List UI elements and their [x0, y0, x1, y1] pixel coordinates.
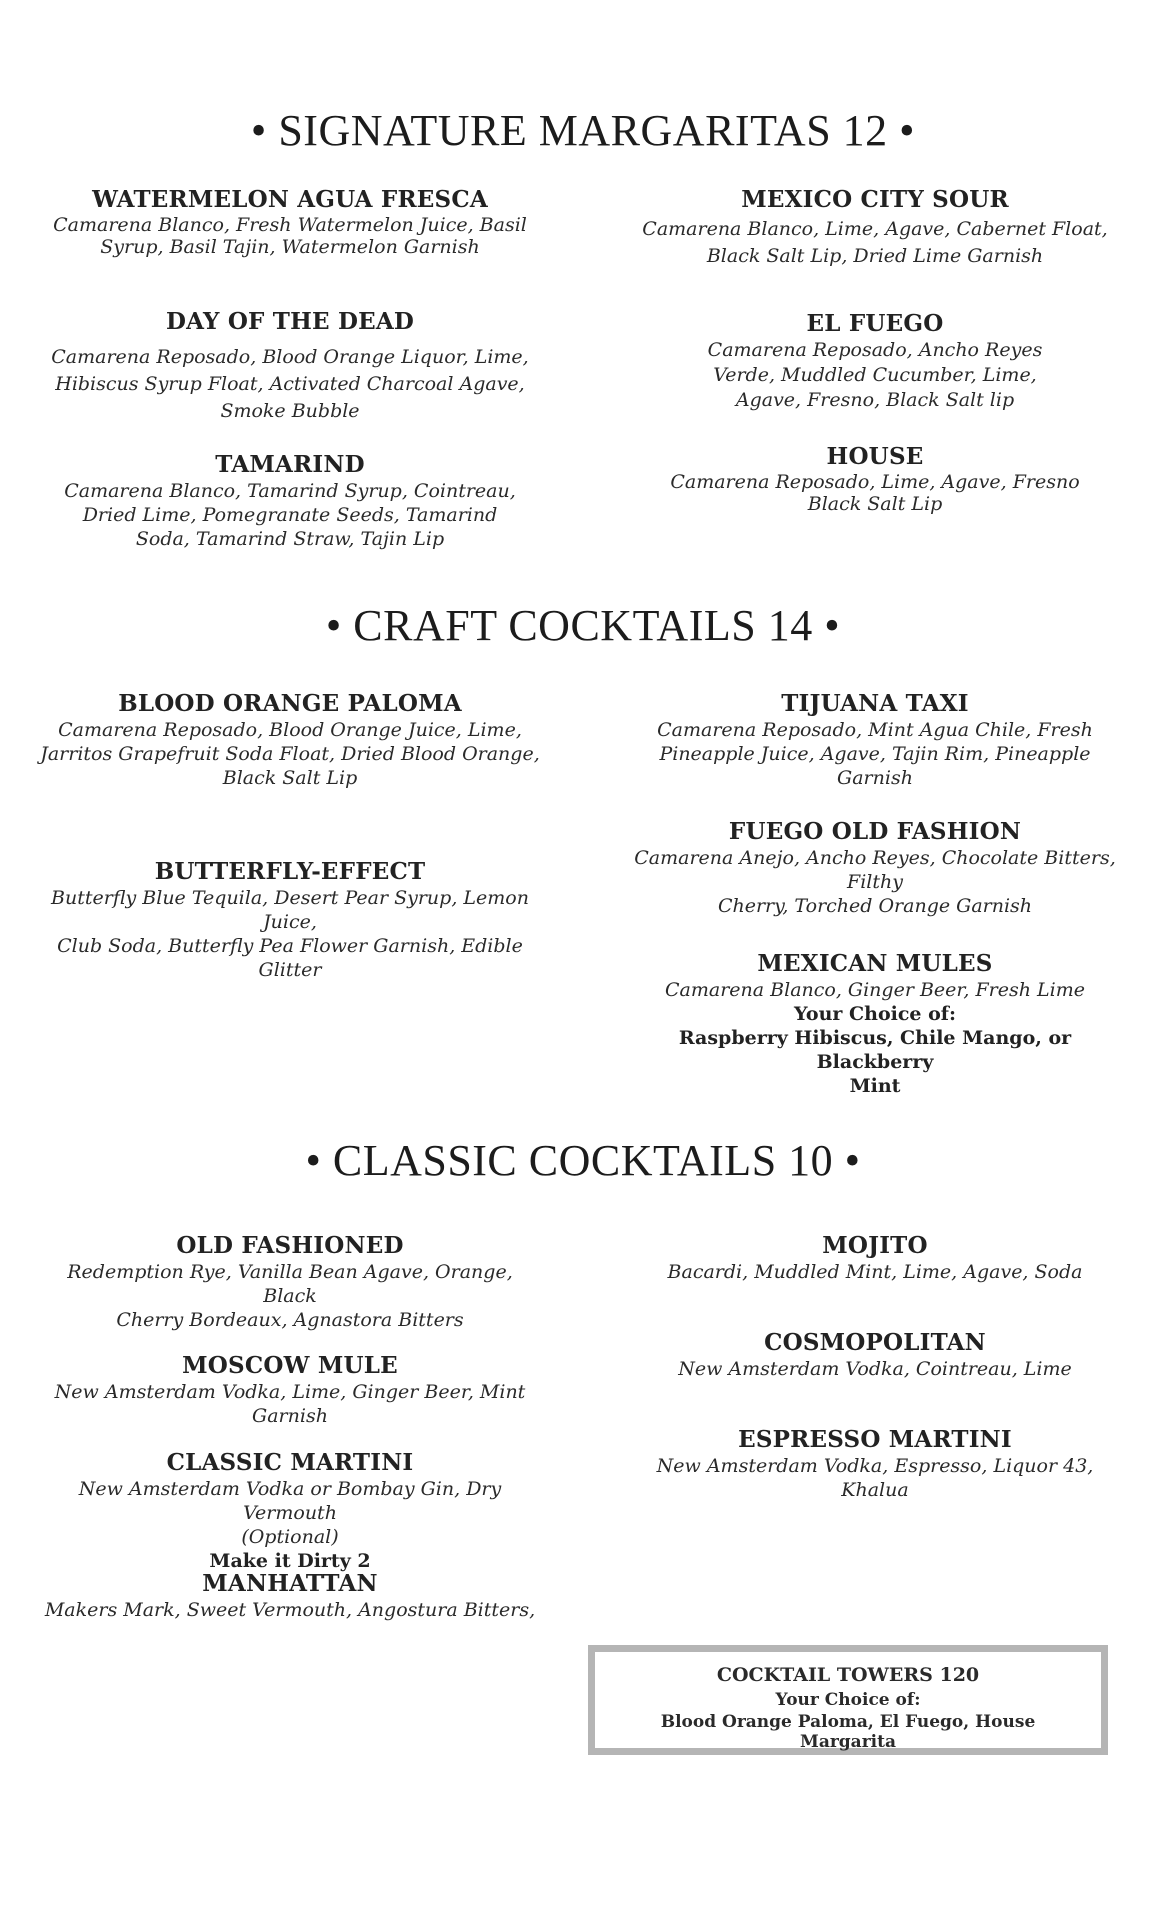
mule-choice-note: [625, 1002, 1125, 1098]
item-name: TIJUANA TAXI: [781, 690, 969, 717]
item-description: [625, 338, 1125, 413]
item-description: [625, 718, 1125, 790]
desc-line: Black Salt Lip: [222, 767, 358, 789]
item-description: [40, 1477, 540, 1549]
item-name: BLOOD ORANGE PALOMA: [118, 690, 462, 717]
cocktail-towers-title: COCKTAIL TOWERS 120: [716, 1664, 980, 1686]
menu-item-house: [625, 443, 1125, 515]
desc-line: Verde, Muddled Cucumber, Lime,: [713, 364, 1037, 386]
desc-line: New Amsterdam Vodka, Espresso, Liquor 43, Khalua: [656, 1455, 1094, 1501]
desc-line: Hibiscus Syrup Float, Activated Charcoal Agave,: [55, 373, 525, 395]
desc-line: Butterfly Blue Tequila, Desert Pear Syrup, Lemon Juice,: [51, 887, 529, 933]
menu-item-el-fuego: [625, 310, 1125, 413]
desc-line: Garnish: [252, 1405, 328, 1427]
cocktail-towers-line: Your Choice of:: [775, 1690, 921, 1710]
item-name: FUEGO OLD FASHION: [728, 818, 1022, 845]
desc-line: Black Salt Lip: [807, 493, 943, 515]
desc-line: Dried Lime, Pomegranate Seeds, Tamarind: [82, 504, 498, 526]
item-description: [40, 344, 540, 425]
menu-item-day-of-the-dead: [40, 308, 540, 425]
section-title-craft-cocktails: • CRAFT COCKTAILS 14 •: [325, 601, 841, 650]
item-description: [625, 846, 1125, 918]
menu-item-mexican-mules: [625, 950, 1125, 1098]
desc-line: Camarena Reposado, Ancho Reyes: [707, 339, 1043, 361]
desc-line: Camarena Blanco, Fresh Watermelon Juice, Basil: [53, 214, 527, 236]
desc-line: Club Soda, Butterfly Pea Flower Garnish, Edible Glitter: [57, 935, 523, 981]
desc-line: Jarritos Grapefruit Soda Float, Dried Blood Orange,: [40, 743, 540, 765]
desc-line: Camarena Reposado, Blood Orange Liquor, Lime,: [51, 346, 529, 368]
menu-item-watermelon-agua-fresca: [40, 186, 540, 258]
item-description: [625, 471, 1125, 515]
menu-item-classic-martini: [40, 1449, 540, 1573]
item-name: OLD FASHIONED: [176, 1232, 404, 1259]
item-name: MOJITO: [822, 1232, 928, 1259]
extra-line: Mint: [849, 1075, 901, 1097]
item-name: ESPRESSO MARTINI: [738, 1426, 1012, 1453]
desc-line: Black Salt Lip, Dried Lime Garnish: [706, 245, 1044, 267]
desc-line: Makers Mark, Sweet Vermouth, Angostura Bitters,: [44, 1599, 536, 1621]
menu-item-mojito: [625, 1232, 1125, 1284]
desc-line: Pineapple Juice, Agave, Tajin Rim, Pineapple: [659, 743, 1091, 765]
menu-item-tamarind: [40, 451, 540, 551]
desc-line: Cherry, Torched Orange Garnish: [717, 895, 1033, 917]
item-description: [40, 886, 540, 982]
desc-line: (Optional): [241, 1526, 339, 1548]
item-description: [625, 1260, 1125, 1284]
menu-item-manhattan: [40, 1570, 540, 1622]
menu-item-fuego-old-fashion: [625, 818, 1125, 918]
item-name: TAMARIND: [215, 451, 365, 478]
desc-line: New Amsterdam Vodka, Lime, Ginger Beer, Mint: [54, 1381, 526, 1403]
item-description: [40, 479, 540, 551]
item-name: CLASSIC MARTINI: [166, 1449, 414, 1476]
menu-item-moscow-mule: [40, 1352, 540, 1428]
section-title-signature-margaritas: • SIGNATURE MARGARITAS 12 •: [250, 106, 916, 155]
item-description: [40, 1598, 540, 1622]
desc-line: Camarena Blanco, Tamarind Syrup, Cointreau,: [64, 480, 516, 502]
item-description: [40, 1260, 540, 1332]
desc-line: Garnish: [837, 767, 913, 789]
desc-line: Camarena Reposado, Blood Orange Juice, Lime,: [58, 719, 522, 741]
menu-item-mexico-city-sour: [625, 186, 1125, 270]
desc-line: Agave, Fresno, Black Salt lip: [735, 389, 1015, 411]
extra-line: Raspberry Hibiscus, Chile Mango, or Blackberry: [678, 1027, 1072, 1073]
section-title-classic-cocktails: • CLASSIC COCKTAILS 10 •: [305, 1136, 861, 1185]
desc-line: Soda, Tamarind Straw, Tajin Lip: [135, 528, 445, 550]
desc-line: New Amsterdam Vodka or Bombay Gin, Dry Vermouth: [78, 1478, 502, 1524]
menu-item-tijuana-taxi: [625, 690, 1125, 790]
item-description: [625, 1357, 1125, 1381]
menu-item-espresso-martini: [625, 1426, 1125, 1502]
desc-line: Camarena Reposado, Lime, Agave, Fresno: [670, 471, 1080, 493]
item-name: MOSCOW MULE: [182, 1352, 398, 1379]
item-description: [40, 214, 540, 258]
desc-line: Redemption Rye, Vanilla Bean Agave, Orange, Black: [67, 1261, 513, 1307]
item-name: EL FUEGO: [806, 310, 944, 337]
desc-line: Smoke Bubble: [220, 400, 360, 422]
item-description: [625, 216, 1125, 270]
menu-item-blood-orange-paloma: [40, 690, 540, 790]
desc-line: Cherry Bordeaux, Agnastora Bitters: [116, 1309, 464, 1331]
extra-line: Make it Dirty 2: [209, 1550, 371, 1572]
extra-line: Your Choice of:: [794, 1003, 956, 1025]
cocktail-towers-line: Margarita: [800, 1732, 896, 1752]
item-description: [625, 1454, 1125, 1502]
desc-line: Camarena Reposado, Mint Agua Chile, Fresh: [657, 719, 1093, 741]
item-name: COSMOPOLITAN: [764, 1329, 986, 1356]
menu-item-old-fashioned: [40, 1232, 540, 1332]
desc-line: Camarena Blanco, Ginger Beer, Fresh Lime: [665, 979, 1085, 1001]
item-name: MANHATTAN: [202, 1570, 378, 1597]
item-description: [625, 978, 1125, 1002]
item-name: BUTTERFLY-EFFECT: [154, 858, 426, 885]
menu-item-cosmopolitan: [625, 1329, 1125, 1381]
desc-line: Camarena Anejo, Ancho Reyes, Chocolate Bitters, Filthy: [634, 847, 1116, 893]
cocktail-towers-box: [588, 1645, 1108, 1755]
menu-item-butterfly-effect: [40, 858, 540, 982]
item-name: MEXICO CITY SOUR: [741, 186, 1009, 213]
desc-line: New Amsterdam Vodka, Cointreau, Lime: [678, 1358, 1072, 1380]
desc-line: Camarena Blanco, Lime, Agave, Cabernet Float,: [642, 218, 1108, 240]
item-name: HOUSE: [826, 443, 924, 470]
item-name: DAY OF THE DEAD: [165, 308, 415, 335]
item-description: [40, 718, 540, 790]
cocktail-towers-line: Blood Orange Paloma, El Fuego, House: [660, 1712, 1036, 1732]
item-name: WATERMELON AGUA FRESCA: [92, 186, 488, 213]
desc-line: Bacardi, Muddled Mint, Lime, Agave, Soda: [667, 1261, 1083, 1283]
item-description: [40, 1380, 540, 1428]
desc-line: Syrup, Basil Tajin, Watermelon Garnish: [100, 236, 480, 258]
item-name: MEXICAN MULES: [757, 950, 993, 977]
